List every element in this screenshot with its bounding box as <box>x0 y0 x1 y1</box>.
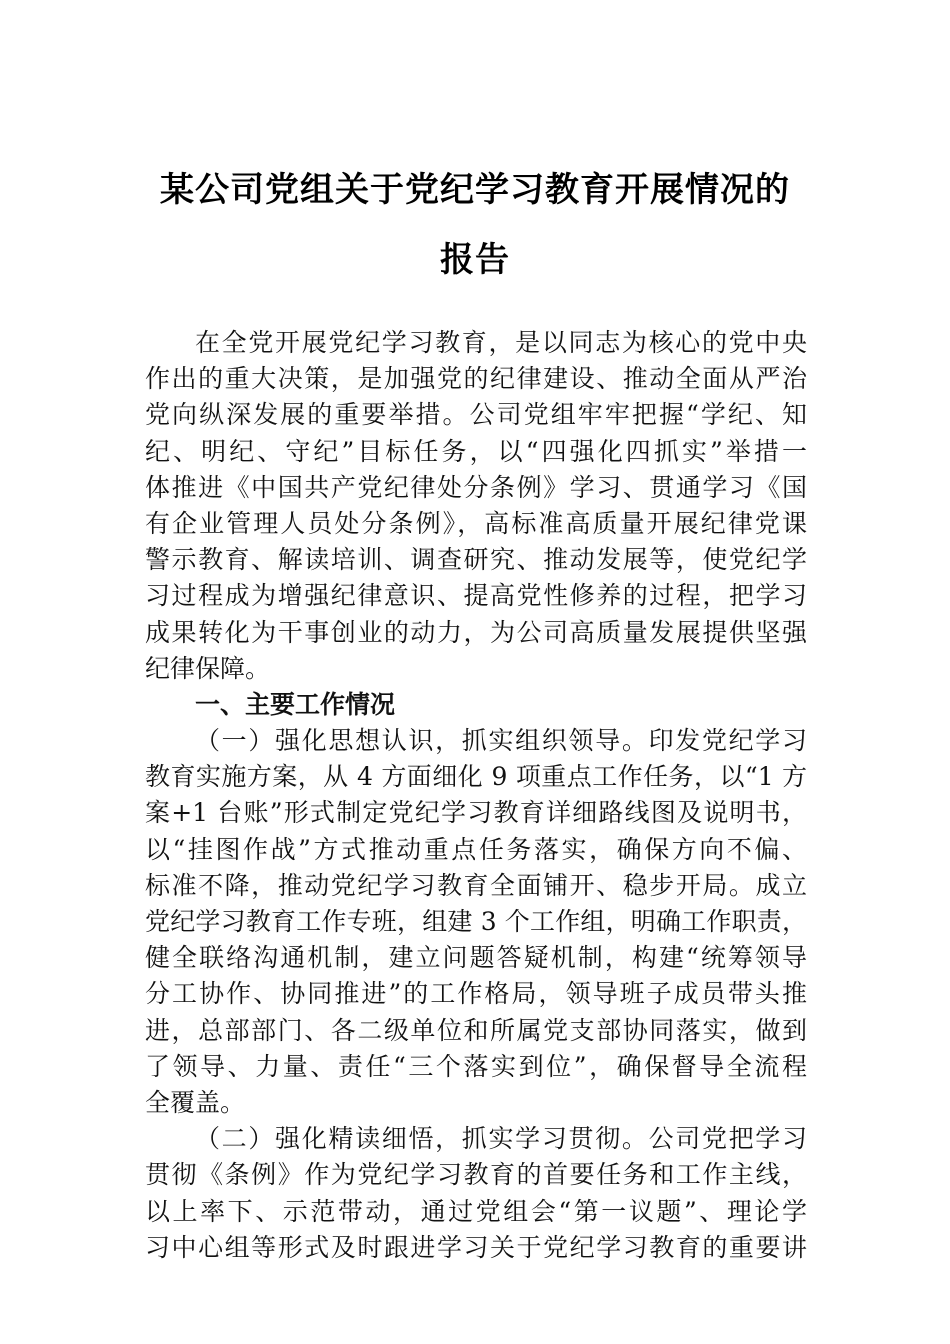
paragraph-line: 体推进《中国共产党纪律处分条例》学习、贯通学习《国 <box>145 472 807 502</box>
paragraph-line: 党向纵深发展的重要举措。公司党组牢牢把握“学纪、知 <box>145 400 807 430</box>
paragraph-line: 以上率下、示范带动，通过党组会“第一议题”、理论学 <box>145 1196 807 1226</box>
paragraph-line: 分工协作、协同推进”的工作格局，领导班子成员带头推 <box>145 979 807 1009</box>
paragraph-line: 作出的重大决策，是加强党的纪律建设、推动全面从严治 <box>145 364 807 394</box>
paragraph-line: 健全联络沟通机制，建立问题答疑机制，构建“统筹领导 <box>145 943 807 973</box>
paragraph-line: （二）强化精读细悟，抓实学习贯彻。公司党把学习 <box>195 1124 807 1154</box>
paragraph-line: 在全党开展党纪学习教育，是以同志为核心的党中央 <box>195 328 807 357</box>
paragraph-line: 进，总部部门、各二级单位和所属党支部协同落实，做到 <box>145 1015 807 1045</box>
paragraph-line: 党纪学习教育工作专班，组建 3 个工作组，明确工作职责， <box>145 907 807 936</box>
paragraph-line: 标准不降，推动党纪学习教育全面铺开、稳步开局。成立 <box>145 870 807 900</box>
document-title-line-1: 某公司党组关于党纪学习教育开展情况的 <box>160 170 790 210</box>
paragraph-line: 教育实施方案，从 4 方面细化 9 项重点工作任务，以“1 方 <box>145 762 807 792</box>
paragraph-line: 以“挂图作战”方式推动重点任务落实，确保方向不偏、 <box>145 834 807 864</box>
paragraph-line: 了领导、力量、责任“三个落实到位”，确保督导全流程 <box>145 1051 807 1081</box>
paragraph-line: 贯彻《条例》作为党纪学习教育的首要任务和工作主线， <box>145 1160 807 1190</box>
paragraph-line: 全覆盖。 <box>145 1087 246 1117</box>
section-heading: 一、主要工作情况 <box>195 689 396 719</box>
document-body <box>145 325 807 1266</box>
paragraph-line: 有企业管理人员处分条例》，高标准高质量开展纪律党课 <box>145 508 807 538</box>
document-title-line-2: 报告 <box>440 240 510 280</box>
paragraph-line: 习过程成为增强纪律意识、提高党性修养的过程，把学习 <box>145 581 807 611</box>
paragraph-line: 习中心组等形式及时跟进学习关于党纪学习教育的重要讲 <box>145 1232 807 1262</box>
paragraph-line: （一）强化思想认识，抓实组织领导。印发党纪学习 <box>195 726 807 756</box>
paragraph-line: 警示教育、解读培训、调查研究、推动发展等，使党纪学 <box>145 545 807 575</box>
paragraph-line: 成果转化为干事创业的动力，为公司高质量发展提供坚强 <box>145 617 807 647</box>
paragraph-line: 纪律保障。 <box>145 653 271 683</box>
paragraph-line: 纪、明纪、守纪”目标任务，以“四强化四抓实”举措一 <box>145 436 807 466</box>
paragraph-line: 案+1 台账”形式制定党纪学习教育详细路线图及说明书， <box>145 798 807 828</box>
